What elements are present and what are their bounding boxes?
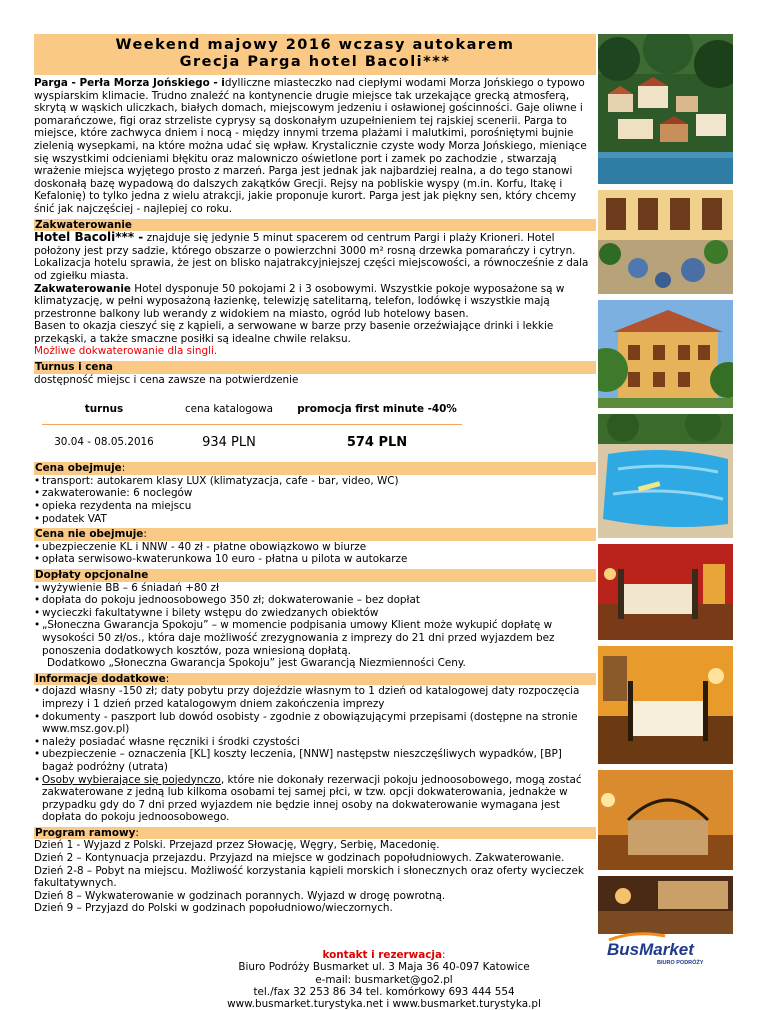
rooms-description [34, 283, 596, 321]
list-item: • należy posiadać własne ręczniki i środki czystości [34, 736, 596, 749]
list-item: • wycieczki fakultatywne i bilety wstępu do zwiedzanych obiektów [34, 607, 596, 620]
turnus-date: 30.04 - 08.05.2016 [54, 436, 154, 449]
availability-note: dostępność miejsc i cena zawsze na potwierdzenie [34, 373, 299, 386]
list-item: • zakwaterowanie: 6 noclegów [34, 487, 596, 500]
rooms-bold: Zakwaterowanie [34, 282, 131, 295]
intro-text: dylliczne miasteczko nad ciepłymi wodami Morza Jońskiego o typowo wyspiarskim klimacie. Trudno znaleźć na kontynencie drugie miejsce tak urzekające grecką atmosferą, skrytą w wąskich uliczkach, białych domach, miejscowym jedzeniu i osławionej gościnności. Gaje oliwne i pomarańczowe, figi oraz strzeliste cyprysy są doskonałym uzupełnieniem tej rajskiej scenerii. Parga to miejsce, które zachwyca dniem i nocą - między innymi trzema plażami i malutkimi, porośniętymi bujnie zielenią wysepkami, na które można udać się wpław. Krystalicznie czyste wody Morza Jońskiego, mieniące się wszystkimi odcieniami błękitu oraz malowniczo oświetlone port i zamek po zachodzie , stwarzają wrażenie miejsca wyjętego prosto z marzeń. Parga jest jednak jak najbardziej realna, a do tego stanowi doskonałą bazę wypadową do dalszych zakątków Grecji. Rejsy na pobliskie wyspy (m.in. Korfu, Itakę i Kefalonię) to tylko jedna z wielu atrakcji, jakie proponuje kurort. Parga jest jak piękny sen, który chcemy śnić jak najczęściej - najlepiej co roku. [34, 77, 587, 215]
photo-column [598, 34, 733, 940]
list-item: • „Słoneczna Gwarancja Spokoju” – w momencie podpisania umowy Klient może wykupić dopłatę w wysokości 50 zł/os., która daje możliwość zrezygnowania z imprezy do 21 dni przed wyjazdem bez ponoszenia dodatkowych kosztów, poza wniesioną dopłatą. [34, 619, 596, 657]
document-body [34, 34, 596, 915]
doplaty-extra: Dodatkowo „Słoneczna Gwarancja Spokoju” jest Gwarancją Niezmienności Ceny. [47, 657, 466, 670]
list-item: • opłata serwisowo-kwaterunkowa 10 euro - płatna u pilota w autokarze [34, 553, 596, 566]
section-turnus-heading: Turnus i cena [34, 361, 596, 374]
list-item: • dopłata do pokoju jednoosobowego 350 zł; dokwaterowanie – bez dopłat [34, 594, 596, 607]
footer-phone: tel./fax 32 253 86 34 tel. komórkowy 693 444 554 [253, 985, 515, 998]
hotel-description [34, 231, 596, 282]
photo-hotel-terrace [598, 190, 733, 294]
photo-room-orange [598, 646, 733, 764]
hotel-name: Hotel Bacoli*** - [34, 230, 144, 245]
footer-websites[interactable]: www.busmarket.turystyka.net i www.busmarket.turystyka.pl [227, 998, 541, 1010]
doplaty-list [34, 582, 596, 658]
col-cena-katalogowa: cena katalogowa [166, 394, 292, 425]
cena-obejmuje-list [34, 475, 596, 525]
list-item: • dojazd własny -150 zł; daty pobytu przy dojeździe własnym to 1 dzień od katalogowej daty rozpoczęcia imprezy i 1 dzień przed katalogowym dniem zakończenia imprezy [34, 685, 596, 710]
intro-paragraph [34, 77, 596, 216]
list-item: • dokumenty - paszport lub dowód osobisty - zgodnie z obowiązującymi przepisami (dostępne na stronie www.msz.gov.pl) [34, 711, 596, 736]
footer-address: Biuro Podróży Busmarket ul. 3 Maja 36 40-097 Katowice [238, 961, 530, 974]
catalog-price: 934 PLN [202, 434, 256, 450]
rooms-text: Hotel dysponuje 50 pokojami 2 i 3 osobowymi. Wszystkie pokoje wyposażone są w klimatyzację, w pełni wyposażoną łazienkę, telewizję satelitarną, telefon, lodówkę i wszystkie mają przestronne balkony lub werandy z widokiem na miasto, ogród lub hotelowy basen. [34, 282, 565, 320]
cena-obejmuje-title: Cena obejmuje [35, 462, 122, 475]
photo-hotel-exterior [598, 300, 733, 408]
section-cena-nie-obejmuje-heading: Cena nie obejmuje: [34, 528, 596, 541]
section-zakwaterowanie-heading: Zakwaterowanie [34, 219, 596, 232]
program-line: Dzień 1 - Wyjazd z Polski. Przejazd przez Słowację, Węgry, Serbię, Macedonię. [34, 839, 440, 852]
pool-description: Basen to okazja cieszyć się z kąpieli, a serwowane w barze przy basenie orzeźwiające drinki i lekkie przekąski, a także smaczne posiłki są idealne chwile relaksu. [34, 320, 554, 345]
section-doplaty-heading: Dopłaty opcjonalne [34, 569, 596, 582]
program-line: Dzień 2-8 – Pobyt na miejscu. Możliwość korzystania kąpieli morskich i słonecznych oraz oferty wycieczek fakultatywnych. [34, 864, 584, 890]
list-item-solo [34, 774, 596, 824]
kontakt-label: kontakt i rezerwacja [322, 949, 443, 961]
cena-nie-obejmuje-title: Cena nie obejmuje [35, 528, 144, 541]
intro-lead: Parga - Perła Morza Jońskiego - i [34, 77, 225, 89]
list-item: • opieka rezydenta na miejscu [34, 500, 596, 513]
list-item: • ubezpieczenie – oznaczenia [KL] koszty leczenia, [NNW] następstw nieszczęśliwych wypadków, [BP] bagaż podróżny (utrata) [34, 748, 596, 773]
title-line-2: Grecja Parga hotel Bacoli*** [179, 54, 451, 70]
price-table [42, 394, 462, 459]
list-item: • wyżywienie BB – 6 śniadań +80 zł [34, 582, 596, 595]
informacje-list [34, 685, 596, 824]
photo-room-red [598, 544, 733, 640]
solo-text: , które nie dokonały rezerwacji pokoju jednoosobowego, mogą zostać zakwaterowane z jedną lub kilkoma osobami tej samej płci, w tzw. opcji dokwaterowania, jednakże w przypadku gdy do 7 dni przed wyjazdem nie będzie innej osoby na dokwaterowanie wymagana jest dopłata do pokoju jednoosobowego. [42, 773, 582, 824]
price-table-row [42, 425, 462, 460]
section-cena-obejmuje-heading: Cena obejmuje: [34, 462, 596, 475]
informacje-title: Informacje dodatkowe [35, 672, 166, 685]
section-informacje-heading: Informacje dodatkowe: [34, 673, 596, 686]
program-list [34, 839, 596, 915]
program-line: Dzień 2 – Kontynuacja przejazdu. Przyjazd na miejsce w godzinach popołudniowych. Zakwaterowanie. [34, 852, 565, 865]
col-turnus: turnus [42, 394, 166, 425]
photo-room-iron-bed [598, 770, 733, 870]
footer-kontakt-heading: kontakt i rezerwacja: [322, 949, 446, 961]
list-item: • podatek VAT [34, 513, 596, 526]
cena-nie-obejmuje-list [34, 541, 596, 566]
hotel-text: znajduje się jedynie 5 minut spacerem od centrum Pargi i plaży Krioneri. Hotel położony jest przy sadzie, którego obszarze o powierzchni 3000 m² rosną drzewka pomarańczy i cytryn. Lokalizacja hotelu sprawia, że jest on blisko najatrakcyjniejszej części miejscowości, a równocześnie z dala od zgiełku miasta. [34, 232, 589, 282]
logo-text: BusMarket [607, 940, 694, 959]
program-title: Program ramowy [35, 826, 136, 839]
program-line: Dzień 9 – Przyjazd do Polski w godzinach popołudniowo/wieczornych. [34, 902, 393, 915]
photo-parga-town [598, 34, 733, 184]
page-title [34, 34, 596, 75]
footer-email[interactable]: e-mail: busmarket@go2.pl [315, 973, 453, 986]
photo-pool [598, 414, 733, 538]
list-item: • ubezpieczenie KL i NNW - 40 zł - płatne obowiązkowo w biurze [34, 541, 596, 554]
promo-price: 574 PLN [346, 434, 408, 450]
program-line: Dzień 8 – Wykwaterowanie w godzinach porannych. Wyjazd w drogę powrotną. [34, 889, 446, 902]
section-program-heading: Program ramowy: [34, 827, 596, 840]
logo-subtext: BIURO PODRÓŻY [657, 960, 704, 966]
busmarket-logo [605, 928, 715, 968]
title-line-1: Weekend majowy 2016 wczasy autokarem [115, 37, 515, 53]
single-note: Możliwe dokwaterowanie dla singli. [34, 345, 218, 358]
col-promocja: promocja first minute -40% [292, 394, 462, 425]
price-table-header [42, 394, 462, 425]
busmarket-logo-icon [605, 928, 715, 968]
photo-bar [598, 876, 733, 934]
solo-underlined: Osoby wybierające się pojedynczo [42, 773, 221, 786]
list-item: • transport: autokarem klasy LUX (klimatyzacja, cafe - bar, video, WC) [34, 475, 596, 488]
